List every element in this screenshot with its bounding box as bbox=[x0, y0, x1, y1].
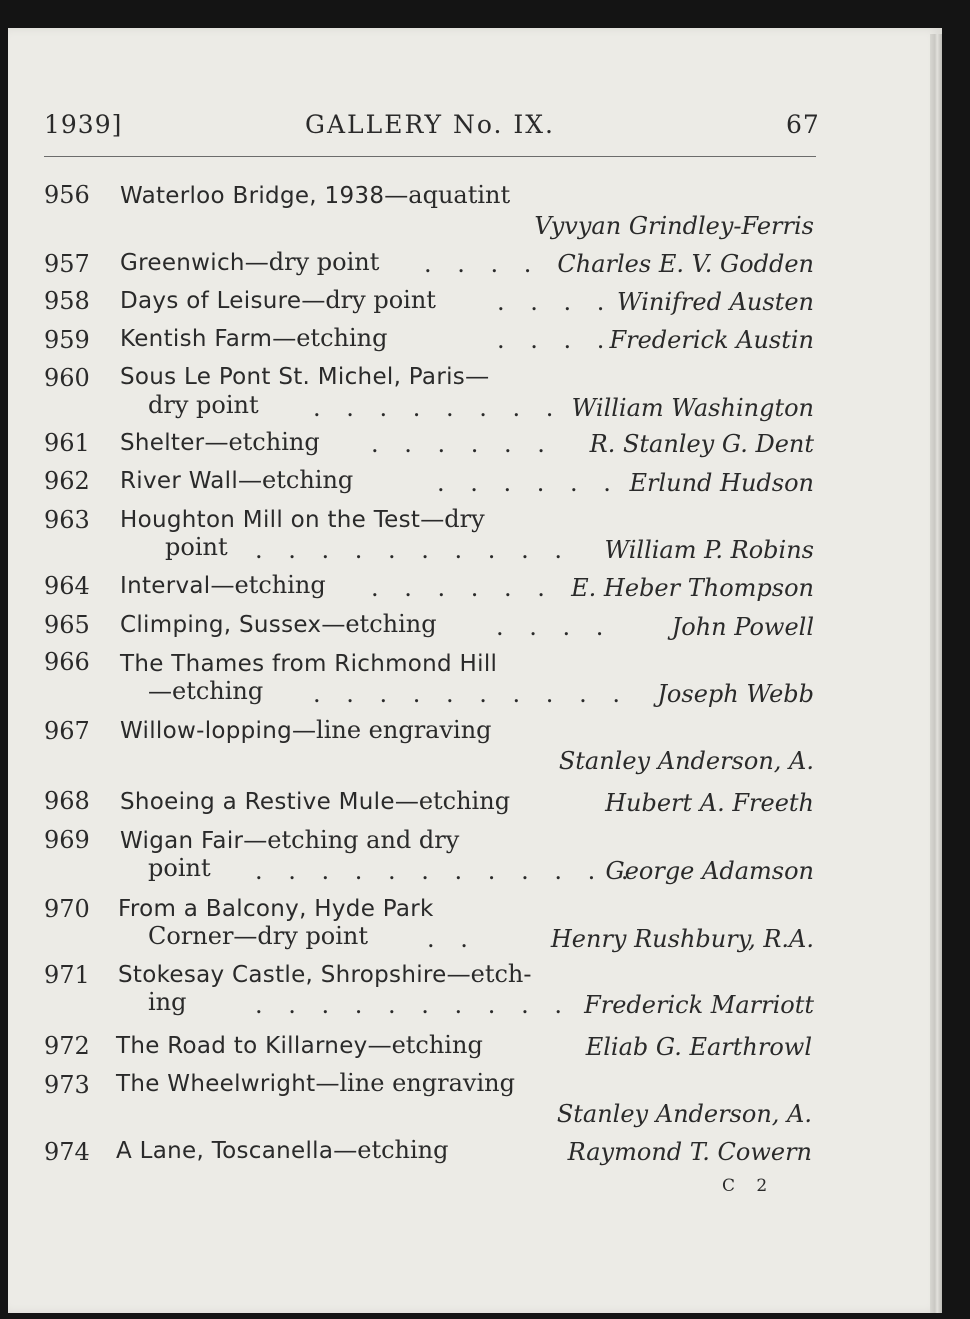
entry-title: The Road to Killarney bbox=[116, 1033, 368, 1059]
leader-dots: . . . . . . . . . . . . bbox=[255, 857, 638, 885]
entry-number: 964 bbox=[44, 572, 90, 600]
leader-dots: . . . . . . bbox=[371, 574, 554, 602]
entry-number: 968 bbox=[44, 787, 90, 815]
entry-title-line bbox=[120, 789, 510, 814]
entry-medium: —etching bbox=[204, 428, 320, 456]
entry-title-line bbox=[120, 612, 437, 637]
entry-artist: Vyvyan Grindley-Ferris bbox=[534, 212, 814, 240]
leader-dots: . . . . bbox=[496, 613, 613, 641]
entry-artist: Stanley Anderson, A. bbox=[558, 747, 814, 775]
entry-title: Houghton Mill on the Test bbox=[120, 507, 421, 533]
entry-artist: William P. Robins bbox=[604, 536, 814, 564]
page-edge bbox=[930, 34, 942, 1313]
header-year: 1939] bbox=[44, 110, 123, 139]
entry-title: Climping, Sussex bbox=[120, 612, 322, 638]
entry-medium: —etching bbox=[321, 610, 437, 638]
entry-number: 960 bbox=[44, 364, 90, 392]
entry-number: 971 bbox=[44, 961, 90, 989]
entry-medium: —etch- bbox=[446, 960, 532, 988]
entry-title-line bbox=[120, 718, 492, 743]
leader-dots: . . . . . . . . . . bbox=[255, 536, 571, 564]
entry-medium: —dry point bbox=[301, 286, 436, 314]
entry-artist: John Powell bbox=[671, 613, 814, 641]
entry-title-line bbox=[120, 250, 379, 275]
entry-medium: — bbox=[465, 362, 490, 390]
entry-title: River Wall bbox=[120, 468, 239, 494]
entry-title: Waterloo Bridge, 1938 bbox=[120, 183, 385, 209]
entry-artist: Charles E. V. Godden bbox=[557, 250, 814, 278]
entry-artist: Joseph Webb bbox=[657, 680, 814, 708]
entry-title: Shelter bbox=[120, 430, 205, 456]
entry-title-line bbox=[116, 1071, 515, 1096]
entry-title-line bbox=[118, 962, 531, 987]
entry-continuation: Corner—dry point bbox=[148, 922, 369, 950]
entry-title-line bbox=[120, 507, 485, 532]
entry-title-line bbox=[118, 896, 434, 921]
entry-title: Willow-lopping bbox=[120, 718, 293, 744]
page-number: 67 bbox=[786, 110, 820, 139]
entry-title: The Wheelwright bbox=[116, 1071, 316, 1097]
entry-artist: R. Stanley G. Dent bbox=[589, 430, 814, 458]
entry-medium: —etching bbox=[367, 1031, 483, 1059]
entry-medium: —aquatint bbox=[384, 181, 511, 209]
leader-dots: . . . . . . . . . . bbox=[255, 991, 571, 1019]
entry-title-line bbox=[120, 573, 326, 598]
leader-dots: . . . . . . . . bbox=[313, 394, 563, 422]
entry-medium: —etching bbox=[238, 466, 354, 494]
entry-continuation: —etching bbox=[148, 677, 264, 705]
entry-number: 967 bbox=[44, 717, 90, 745]
entry-artist: E. Heber Thompson bbox=[571, 574, 814, 602]
entry-number: 973 bbox=[44, 1071, 90, 1099]
entry-title: From a Balcony, Hyde Park bbox=[118, 896, 434, 922]
entry-number: 969 bbox=[44, 826, 90, 854]
entry-artist: William Washington bbox=[571, 394, 814, 422]
entry-continuation: ing bbox=[148, 988, 187, 1016]
entry-title-line bbox=[120, 364, 489, 389]
entry-artist: Frederick Austin bbox=[609, 326, 814, 354]
entry-number: 965 bbox=[44, 611, 90, 639]
entry-number: 972 bbox=[44, 1032, 90, 1060]
entry-title-line bbox=[120, 430, 320, 455]
entry-number: 956 bbox=[44, 181, 90, 209]
entry-medium: —etching and dry bbox=[243, 826, 460, 854]
entry-artist: Winifred Austen bbox=[616, 288, 814, 316]
entry-title-line bbox=[120, 468, 353, 493]
entry-medium: —line engraving bbox=[315, 1069, 515, 1097]
entry-title: Days of Leisure bbox=[120, 288, 302, 314]
entry-title: Wigan Fair bbox=[120, 828, 244, 854]
entry-artist: Stanley Anderson, A. bbox=[556, 1100, 812, 1128]
leader-dots: . . . . bbox=[497, 326, 614, 354]
entry-number: 970 bbox=[44, 895, 90, 923]
entry-continuation: point bbox=[165, 533, 228, 561]
entry-medium: —etching bbox=[210, 571, 326, 599]
entry-number: 962 bbox=[44, 467, 90, 495]
header-rule bbox=[44, 156, 816, 157]
entry-artist: Erlund Hudson bbox=[629, 469, 814, 497]
entry-number: 961 bbox=[44, 429, 90, 457]
leader-dots: . . . . . . bbox=[371, 430, 554, 458]
entry-title: The Thames from Richmond Hill bbox=[120, 651, 498, 677]
entry-medium: —line engraving bbox=[292, 716, 492, 744]
entry-title: A Lane, Toscanella bbox=[116, 1138, 334, 1164]
entry-artist: Eliab G. Earthrowl bbox=[585, 1033, 812, 1061]
entry-number: 966 bbox=[44, 648, 90, 676]
entry-title-line bbox=[120, 326, 387, 351]
entry-artist: Hubert A. Freeth bbox=[605, 789, 814, 817]
page-title: GALLERY No. IX. bbox=[305, 110, 555, 139]
entry-artist: George Adamson bbox=[605, 857, 814, 885]
signature-mark: C 2 bbox=[722, 1176, 776, 1196]
entry-title: Kentish Farm bbox=[120, 326, 273, 352]
entry-title: Sous Le Pont St. Michel, Paris bbox=[120, 364, 466, 390]
entry-continuation: dry point bbox=[148, 391, 259, 419]
entry-medium: —dry point bbox=[244, 248, 380, 276]
entry-title-line bbox=[116, 1033, 483, 1058]
entry-number: 958 bbox=[44, 287, 90, 315]
entry-title: Shoeing a Restive Mule bbox=[120, 789, 395, 815]
entry-medium: —etching bbox=[394, 787, 511, 815]
entry-title-line bbox=[120, 288, 436, 313]
entry-title-line bbox=[120, 183, 510, 208]
entry-continuation: point bbox=[148, 854, 211, 882]
entry-number: 957 bbox=[44, 250, 90, 278]
entry-medium: —etching bbox=[333, 1136, 449, 1164]
entry-title: Interval bbox=[120, 573, 211, 599]
entry-medium: —etching bbox=[272, 324, 388, 352]
entry-title: Stokesay Castle, Shropshire bbox=[118, 962, 447, 988]
entry-title-line bbox=[120, 651, 497, 676]
entry-artist: Henry Rushbury, R.A. bbox=[550, 925, 814, 953]
entry-number: 974 bbox=[44, 1138, 90, 1166]
leader-dots: . . . . bbox=[424, 250, 541, 278]
leader-dots: . . . . bbox=[497, 288, 614, 316]
entry-artist: Frederick Marriott bbox=[584, 991, 814, 1019]
entry-artist: Raymond T. Cowern bbox=[567, 1138, 812, 1166]
entry-medium: —dry bbox=[420, 505, 485, 533]
leader-dots: . . . . . . . . . . bbox=[313, 680, 629, 708]
leader-dots: . . . . . . bbox=[437, 469, 620, 497]
leader-dots: . . bbox=[427, 925, 477, 953]
entry-title-line bbox=[116, 1138, 449, 1163]
entry-number: 963 bbox=[44, 506, 90, 534]
entry-title-line bbox=[120, 828, 459, 853]
entry-title: Greenwich bbox=[120, 250, 245, 276]
entry-number: 959 bbox=[44, 326, 90, 354]
